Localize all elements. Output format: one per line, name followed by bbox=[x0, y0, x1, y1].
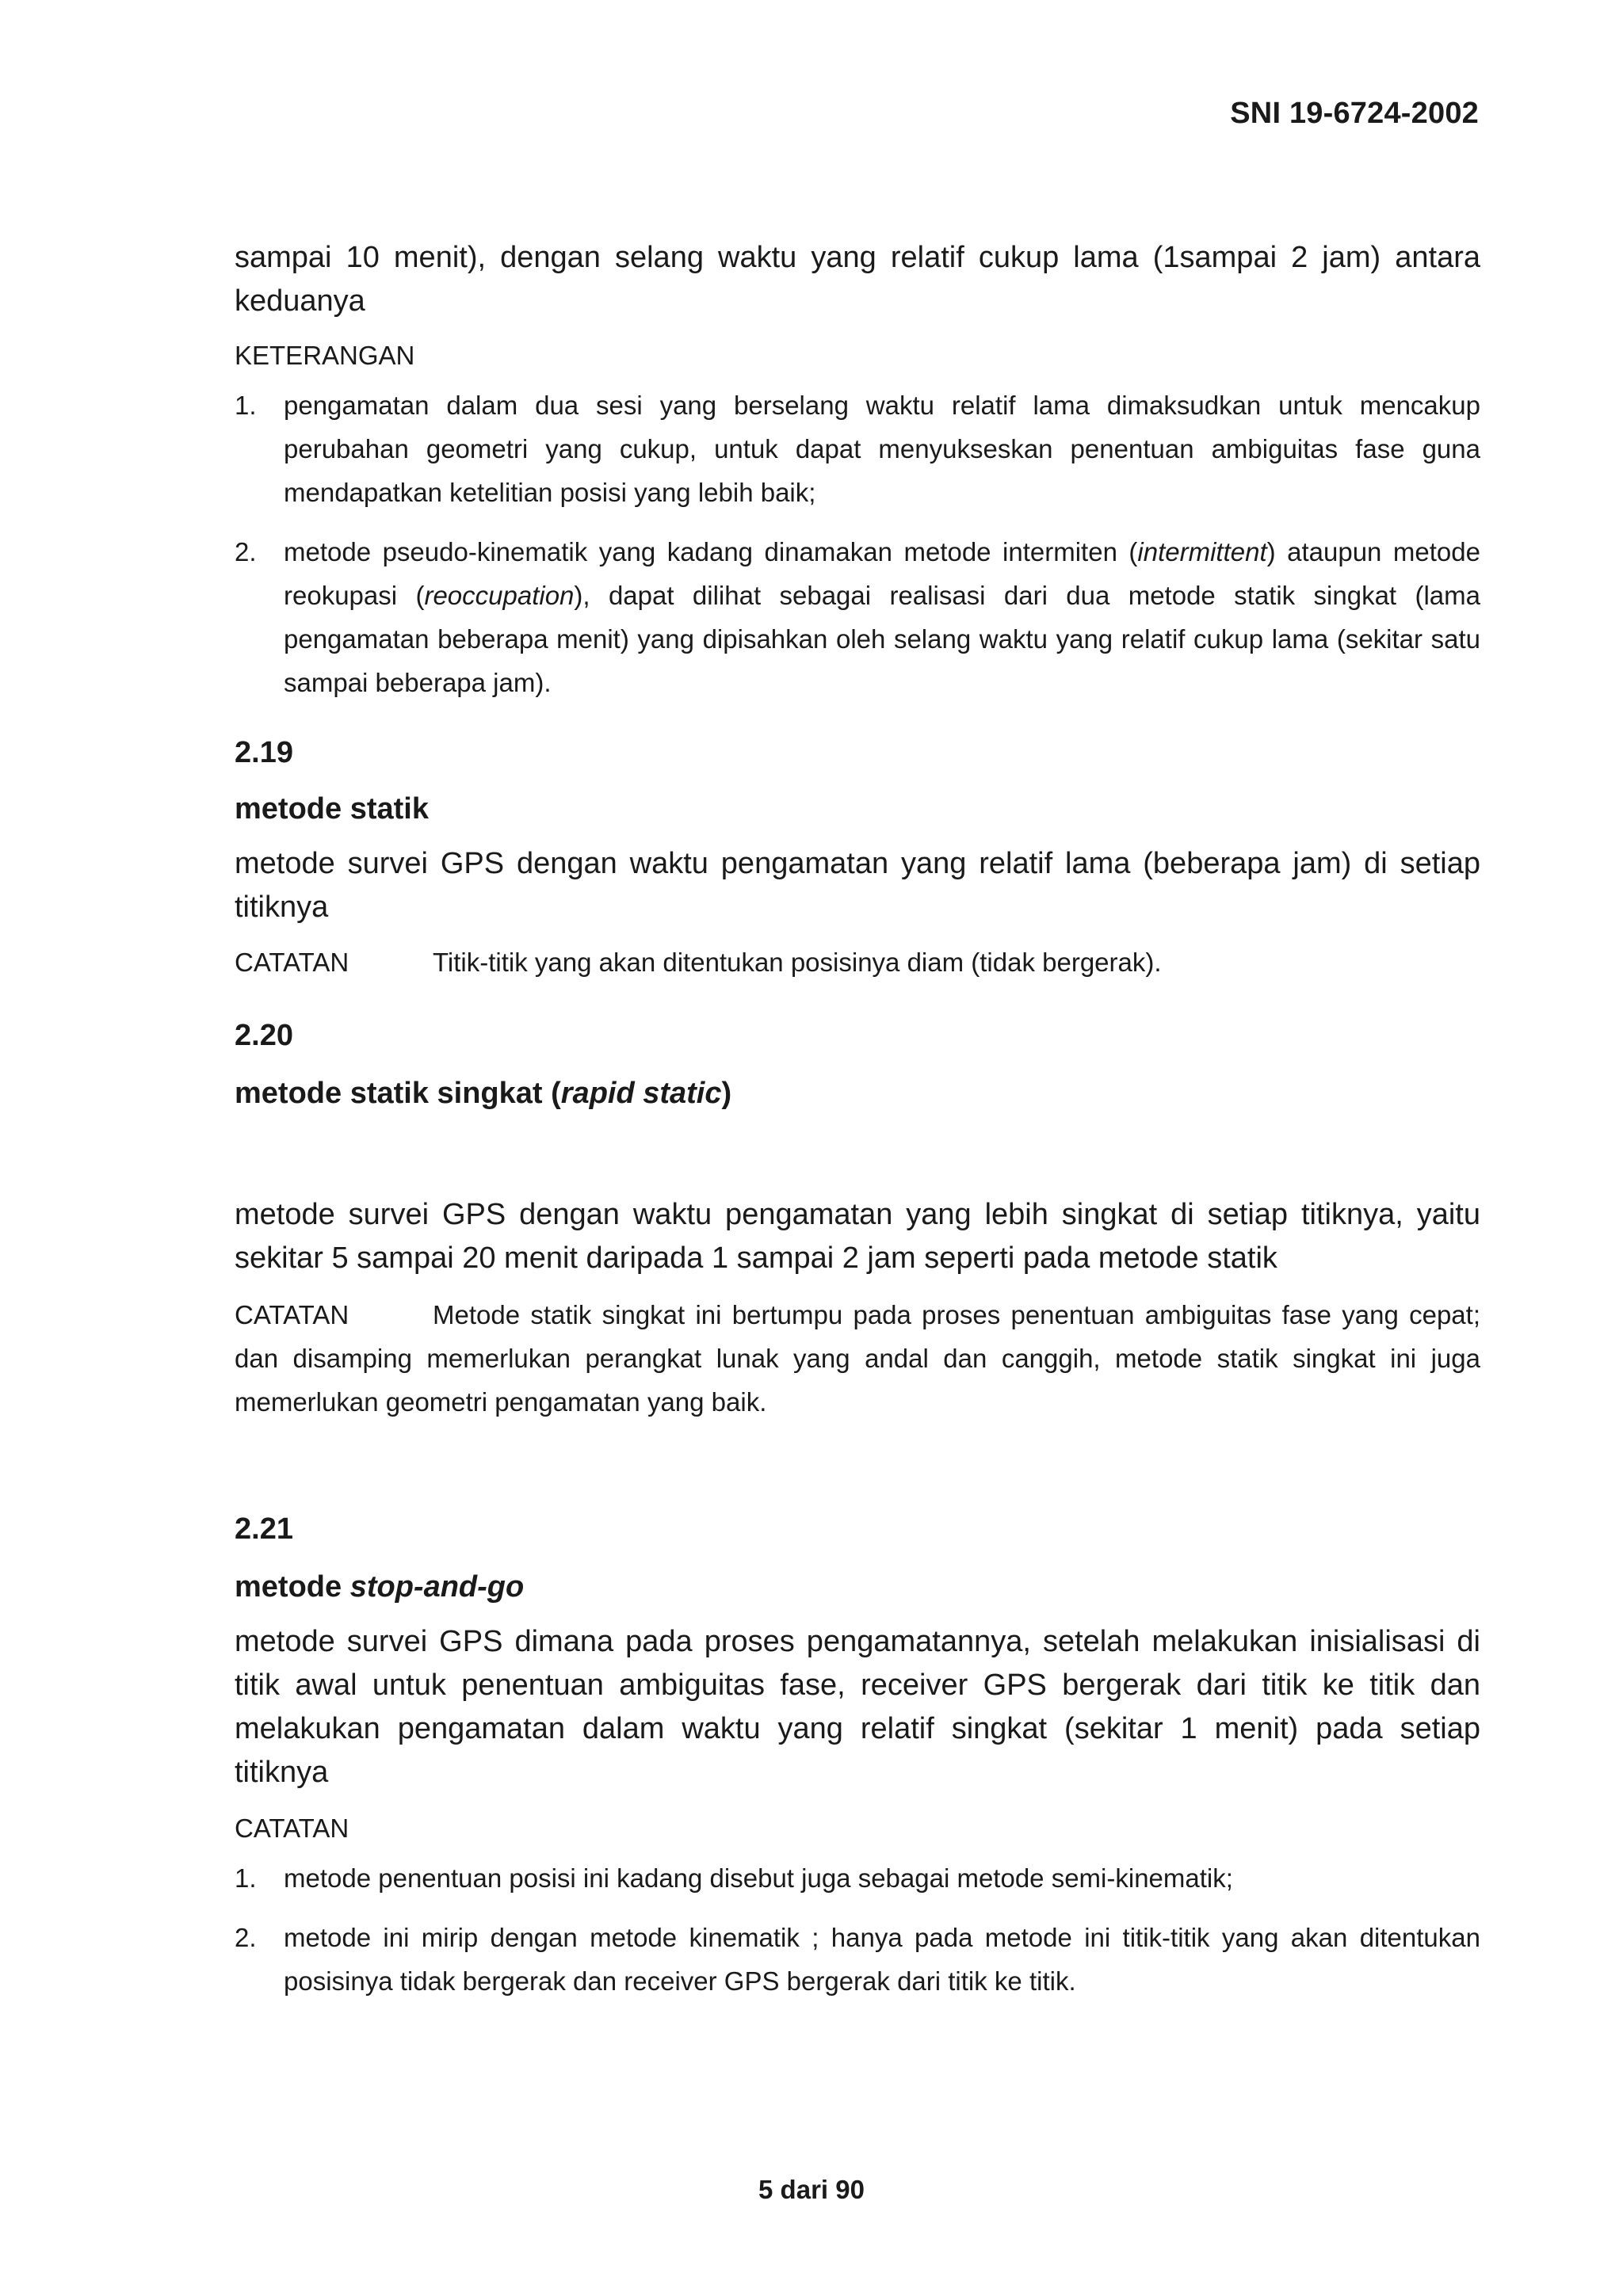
title-italic: rapid static bbox=[560, 1077, 722, 1110]
catatan-text: Titik-titik yang akan ditentukan posisinya diam (tidak bergerak). bbox=[433, 948, 1162, 977]
list-item bbox=[235, 383, 1480, 514]
list-item bbox=[235, 530, 1480, 704]
catatan-note bbox=[235, 1293, 1480, 1424]
title-italic: stop-and-go bbox=[349, 1570, 525, 1604]
title-part: metode statik singkat ( bbox=[235, 1077, 561, 1110]
catatan-label: CATATAN bbox=[235, 1814, 349, 1843]
title-part: metode bbox=[235, 1570, 350, 1604]
definition-paragraph: metode survei GPS dengan waktu pengamatan yang relatif lama (beberapa jam) di setiap titiknya bbox=[235, 847, 1480, 924]
catatan-label: CATATAN bbox=[235, 948, 349, 977]
list-number: 1. bbox=[235, 391, 257, 420]
list-number: 2. bbox=[235, 1923, 257, 1952]
list-text: metode ini mirip dengan metode kinematik ; hanya pada metode ini titik-titik yang akan ditentukan posisinya tidak bergerak dan receiver GPS bergerak dari titik ke titik. bbox=[284, 1923, 1480, 1996]
catatan-list bbox=[235, 1856, 1480, 2003]
list-item bbox=[235, 1916, 1480, 2003]
definition-paragraph: metode survei GPS dimana pada proses pengamatannya, setelah melakukan inisialisasi di titik awal untuk penentuan ambiguitas fase, receiver GPS bergerak dari titik ke titik dan melakukan pengamatan dalam waktu yang relatif singkat (sekitar 1 menit) pada setiap titiknya bbox=[235, 1625, 1480, 1789]
list-number: 2. bbox=[235, 537, 257, 566]
section-number: 2.21 bbox=[235, 1512, 293, 1546]
text-part: metode pseudo-kinematik yang kadang dinamakan metode intermiten ( bbox=[284, 537, 1138, 566]
title-part: ) bbox=[721, 1077, 732, 1110]
definition-paragraph: metode survei GPS dengan waktu pengamatan yang lebih singkat di setiap titiknya, yaitu sekitar 5 sampai 20 menit daripada 1 sampai 2 jam seperti pada metode statik bbox=[235, 1198, 1480, 1275]
text-part: ), dapat dilihat sebagai realisasi dari dua metode statik singkat (lama pengamatan beberapa menit) yang dipisahkan oleh selang waktu yang relatif cukup lama (sekitar satu sampai beberapa jam). bbox=[284, 581, 1480, 697]
page-content bbox=[235, 236, 1480, 2003]
list-item bbox=[235, 1856, 1480, 1900]
catatan-note bbox=[235, 940, 1480, 984]
catatan-text: Metode statik singkat ini bertumpu pada proses penentuan ambiguitas fase yang cepat; dan disamping memerlukan perangkat lunak yang andal dan canggih, metode statik singkat ini juga memerlukan geometri pengamatan yang baik. bbox=[235, 1300, 1480, 1417]
intro-paragraph: sampai 10 menit), dengan selang waktu yang relatif cukup lama (1sampai 2 jam) antara keduanya bbox=[235, 241, 1480, 318]
list-number: 1. bbox=[235, 1863, 257, 1893]
italic-term: intermittent bbox=[1137, 537, 1267, 566]
section-number: 2.20 bbox=[235, 1019, 293, 1052]
page-number: 5 dari 90 bbox=[758, 2175, 865, 2204]
section-number: 2.19 bbox=[235, 736, 293, 769]
list-text: pengamatan dalam dua sesi yang berselang waktu relatif lama dimaksudkan untuk mencakup perubahan geometri yang cukup, untuk dapat menyukseskan penentuan ambiguitas fase guna mendapatkan ketelitian posisi yang lebih baik; bbox=[284, 391, 1480, 507]
list-text bbox=[284, 530, 1480, 704]
italic-term: reoccupation bbox=[424, 581, 575, 610]
keterangan-list bbox=[235, 383, 1480, 704]
section-title bbox=[235, 1570, 1480, 1604]
catatan-label: CATATAN bbox=[235, 1300, 349, 1329]
text-part: ) ataupun metode reokupasi ( bbox=[284, 537, 1480, 610]
list-text: metode penentuan posisi ini kadang disebut juga sebagai metode semi-kinematik; bbox=[284, 1863, 1233, 1893]
section-title: metode statik bbox=[235, 792, 429, 826]
standard-code: SNI 19-6724-2002 bbox=[1230, 97, 1479, 130]
keterangan-label: KETERANGAN bbox=[235, 341, 415, 370]
section-title bbox=[235, 1077, 1480, 1111]
